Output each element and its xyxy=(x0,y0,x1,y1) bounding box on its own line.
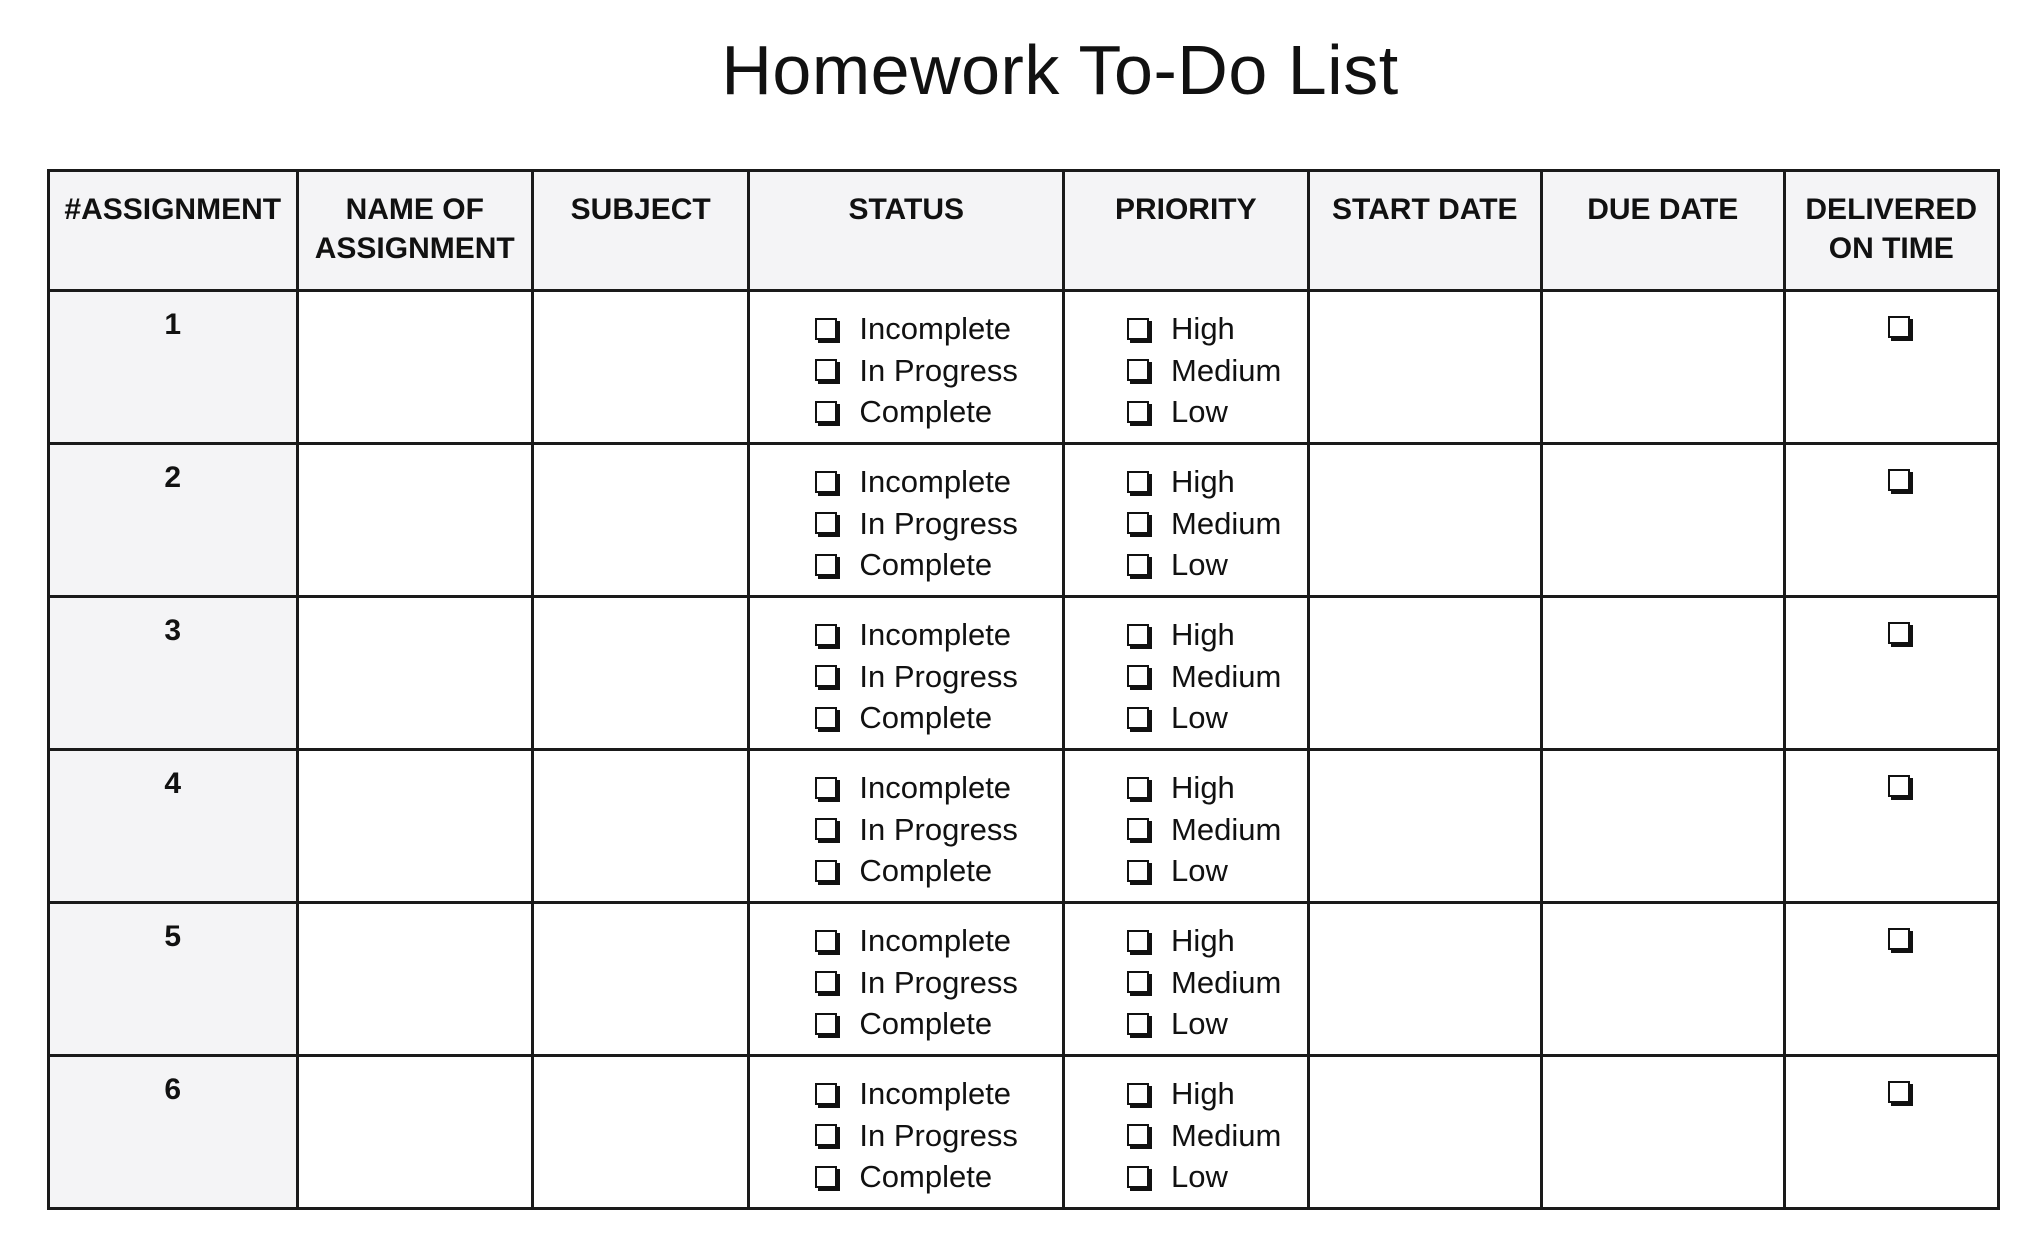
checkbox-icon[interactable] xyxy=(1127,860,1149,882)
delivered-on-time-cell xyxy=(1784,597,1999,750)
priority-option[interactable] xyxy=(1125,1115,1307,1157)
status-option[interactable] xyxy=(813,1115,1062,1157)
checkbox-icon[interactable] xyxy=(815,860,837,882)
priority-option-list xyxy=(1065,308,1307,433)
priority-option-list xyxy=(1065,1073,1307,1198)
checkbox-icon[interactable] xyxy=(1127,665,1149,687)
header-subject-label: SUBJECT xyxy=(570,193,711,226)
status-option-label: In Progress xyxy=(859,1117,1018,1153)
priority-option[interactable] xyxy=(1125,350,1307,392)
table-row xyxy=(49,750,1999,903)
status-option[interactable] xyxy=(813,544,1062,586)
status-option[interactable] xyxy=(813,350,1062,392)
status-option-label: Incomplete xyxy=(859,617,1012,652)
priority-option-label: Low xyxy=(1171,1159,1228,1194)
checkbox-icon[interactable] xyxy=(815,777,837,799)
assignment-number-cell xyxy=(49,750,298,903)
checkbox-icon[interactable] xyxy=(815,930,837,952)
status-option[interactable] xyxy=(813,920,1062,962)
status-cell xyxy=(749,903,1064,1056)
status-option[interactable] xyxy=(813,697,1062,739)
status-option[interactable] xyxy=(813,1003,1062,1045)
status-option[interactable] xyxy=(813,391,1062,433)
priority-cell xyxy=(1064,597,1309,750)
table-body xyxy=(49,291,1999,1209)
table-row xyxy=(49,597,1999,750)
priority-option-label: Low xyxy=(1171,547,1228,582)
priority-option[interactable] xyxy=(1125,656,1307,698)
due-date-cell[interactable] xyxy=(1542,291,1784,444)
checkbox-icon[interactable] xyxy=(815,401,837,423)
due-date-cell[interactable] xyxy=(1542,597,1784,750)
priority-cell xyxy=(1064,750,1309,903)
checkbox-icon[interactable] xyxy=(815,624,837,646)
subject-cell[interactable] xyxy=(532,1056,748,1209)
homework-table xyxy=(47,169,2000,1210)
assignment-number-cell xyxy=(49,1056,298,1209)
checkbox-icon[interactable] xyxy=(1127,471,1149,493)
status-option-label: Complete xyxy=(859,1006,993,1041)
status-option[interactable] xyxy=(813,461,1062,503)
assignment-name-cell[interactable] xyxy=(297,291,532,444)
status-option-label: In Progress xyxy=(859,658,1018,694)
status-option[interactable] xyxy=(813,503,1062,545)
assignment-number-cell xyxy=(49,444,298,597)
priority-option-label: Medium xyxy=(1171,1117,1282,1153)
status-option-list xyxy=(750,1073,1062,1198)
delivered-on-time-cell xyxy=(1784,1056,1999,1209)
checkbox-icon[interactable] xyxy=(815,359,837,381)
checkbox-icon[interactable] xyxy=(1127,707,1149,729)
status-option-label: In Progress xyxy=(859,811,1018,847)
priority-option-list xyxy=(1065,767,1307,892)
checkbox-icon[interactable] xyxy=(815,554,837,576)
priority-option[interactable] xyxy=(1125,308,1307,350)
checkbox-icon[interactable] xyxy=(1127,401,1149,423)
checkbox-icon[interactable] xyxy=(1127,554,1149,576)
checkbox-icon[interactable] xyxy=(815,471,837,493)
priority-option-label: Medium xyxy=(1171,964,1282,1000)
assignment-name-cell[interactable] xyxy=(297,903,532,1056)
priority-option-label: Medium xyxy=(1171,811,1282,847)
header-name-line2: ASSIGNMENT xyxy=(314,232,515,265)
status-option[interactable] xyxy=(813,656,1062,698)
priority-option-label: Low xyxy=(1171,394,1228,429)
header-delivered-line2: ON TIME xyxy=(1828,232,1954,265)
due-date-cell[interactable] xyxy=(1542,444,1784,597)
checkbox-icon[interactable] xyxy=(815,318,837,340)
checkbox-icon[interactable] xyxy=(1888,928,1910,950)
status-option[interactable] xyxy=(813,308,1062,350)
header-delivered-line1: DELIVERED xyxy=(1805,193,1978,226)
priority-option[interactable] xyxy=(1125,1003,1307,1045)
priority-cell xyxy=(1064,903,1309,1056)
due-date-cell[interactable] xyxy=(1542,750,1784,903)
priority-option-label: Medium xyxy=(1171,352,1282,388)
status-cell xyxy=(749,1056,1064,1209)
assignment-name-cell[interactable] xyxy=(297,444,532,597)
priority-option[interactable] xyxy=(1125,920,1307,962)
assignment-number: 6 xyxy=(164,1073,182,1106)
checkbox-icon[interactable] xyxy=(815,1013,837,1035)
page-title: Homework To-Do List xyxy=(721,31,1399,109)
subject-cell[interactable] xyxy=(532,903,748,1056)
assignment-number-cell xyxy=(49,291,298,444)
header-delivered-on-time xyxy=(1784,171,1999,291)
header-name-line1: NAME OF xyxy=(345,193,484,226)
status-option-label: Complete xyxy=(859,1159,993,1194)
checkbox-icon[interactable] xyxy=(815,512,837,534)
status-option-label: Complete xyxy=(859,700,993,735)
status-option[interactable] xyxy=(813,614,1062,656)
assignment-number: 5 xyxy=(164,920,182,953)
status-option[interactable] xyxy=(813,767,1062,809)
start-date-cell[interactable] xyxy=(1308,597,1541,750)
status-option-list xyxy=(750,461,1062,586)
assignment-number: 3 xyxy=(164,614,182,647)
checkbox-icon[interactable] xyxy=(1127,1013,1149,1035)
delivered-on-time-cell xyxy=(1784,444,1999,597)
due-date-cell[interactable] xyxy=(1542,1056,1784,1209)
assignment-number: 2 xyxy=(164,461,182,494)
checkbox-icon[interactable] xyxy=(1888,775,1910,797)
priority-option-label: High xyxy=(1171,617,1235,652)
priority-option-label: High xyxy=(1171,1076,1235,1111)
checkbox-icon[interactable] xyxy=(815,665,837,687)
status-cell xyxy=(749,597,1064,750)
status-option-label: In Progress xyxy=(859,352,1018,388)
priority-option[interactable] xyxy=(1125,767,1307,809)
priority-option[interactable] xyxy=(1125,1073,1307,1115)
status-option-list xyxy=(750,614,1062,739)
start-date-cell[interactable] xyxy=(1308,444,1541,597)
table-row xyxy=(49,444,1999,597)
priority-option-list xyxy=(1065,614,1307,739)
status-option-label: Incomplete xyxy=(859,311,1012,346)
priority-option-label: High xyxy=(1171,923,1235,958)
table-row xyxy=(49,291,1999,444)
header-priority xyxy=(1064,171,1309,291)
status-option-label: In Progress xyxy=(859,505,1018,541)
checkbox-icon[interactable] xyxy=(815,818,837,840)
checkbox-icon[interactable] xyxy=(815,971,837,993)
status-option-label: Incomplete xyxy=(859,770,1012,805)
priority-cell xyxy=(1064,1056,1309,1209)
checkbox-icon[interactable] xyxy=(1127,1083,1149,1105)
checkbox-icon[interactable] xyxy=(815,707,837,729)
priority-option[interactable] xyxy=(1125,809,1307,851)
priority-option[interactable] xyxy=(1125,850,1307,892)
status-option-label: Complete xyxy=(859,394,993,429)
start-date-cell[interactable] xyxy=(1308,903,1541,1056)
checkbox-icon[interactable] xyxy=(1127,1166,1149,1188)
checkbox-icon[interactable] xyxy=(1127,818,1149,840)
status-option-label: Complete xyxy=(859,547,993,582)
subject-cell[interactable] xyxy=(532,444,748,597)
header-subject xyxy=(532,171,748,291)
table-row xyxy=(49,1056,1999,1209)
status-cell xyxy=(749,750,1064,903)
delivered-on-time-cell xyxy=(1784,750,1999,903)
priority-cell xyxy=(1064,291,1309,444)
status-cell xyxy=(749,291,1064,444)
header-start-date xyxy=(1308,171,1541,291)
header-priority-label: PRIORITY xyxy=(1114,193,1257,226)
checkbox-icon[interactable] xyxy=(1127,777,1149,799)
header-status xyxy=(749,171,1064,291)
header-due-date xyxy=(1542,171,1784,291)
table-row xyxy=(49,903,1999,1056)
subject-cell[interactable] xyxy=(532,291,748,444)
priority-option[interactable] xyxy=(1125,1156,1307,1198)
priority-option-label: Medium xyxy=(1171,505,1282,541)
checkbox-icon[interactable] xyxy=(1127,624,1149,646)
checkbox-icon[interactable] xyxy=(1127,971,1149,993)
priority-option-label: Low xyxy=(1171,700,1228,735)
checkbox-icon[interactable] xyxy=(1888,622,1910,644)
priority-option-label: High xyxy=(1171,311,1235,346)
priority-option[interactable] xyxy=(1125,461,1307,503)
subject-cell[interactable] xyxy=(532,597,748,750)
checkbox-icon[interactable] xyxy=(815,1083,837,1105)
status-option-label: Incomplete xyxy=(859,1076,1012,1111)
checkbox-icon[interactable] xyxy=(1888,469,1910,491)
start-date-cell[interactable] xyxy=(1308,750,1541,903)
assignment-number-cell xyxy=(49,903,298,1056)
priority-option-list xyxy=(1065,461,1307,586)
delivered-on-time-cell xyxy=(1784,903,1999,1056)
header-status-label: STATUS xyxy=(848,193,964,226)
status-option-label: In Progress xyxy=(859,964,1018,1000)
priority-option-label: High xyxy=(1171,770,1235,805)
priority-option[interactable] xyxy=(1125,614,1307,656)
assignment-number-cell xyxy=(49,597,298,750)
status-option-label: Complete xyxy=(859,853,993,888)
checkbox-icon[interactable] xyxy=(1888,1081,1910,1103)
header-start-date-label: START DATE xyxy=(1332,193,1518,226)
subject-cell[interactable] xyxy=(532,750,748,903)
checkbox-icon[interactable] xyxy=(815,1124,837,1146)
assignment-name-cell[interactable] xyxy=(297,597,532,750)
priority-option-label: Medium xyxy=(1171,658,1282,694)
checkbox-icon[interactable] xyxy=(1888,316,1910,338)
status-option[interactable] xyxy=(813,809,1062,851)
status-option-list xyxy=(750,767,1062,892)
priority-cell xyxy=(1064,444,1309,597)
delivered-on-time-cell xyxy=(1784,291,1999,444)
start-date-cell[interactable] xyxy=(1308,291,1541,444)
checkbox-icon[interactable] xyxy=(1127,930,1149,952)
header-due-date-label: DUE DATE xyxy=(1587,193,1739,226)
due-date-cell[interactable] xyxy=(1542,903,1784,1056)
status-option[interactable] xyxy=(813,962,1062,1004)
priority-option[interactable] xyxy=(1125,503,1307,545)
priority-option-label: Low xyxy=(1171,1006,1228,1041)
checkbox-icon[interactable] xyxy=(1127,318,1149,340)
status-option[interactable] xyxy=(813,850,1062,892)
header-row xyxy=(49,171,1999,291)
start-date-cell[interactable] xyxy=(1308,1056,1541,1209)
priority-option-label: Low xyxy=(1171,853,1228,888)
checkbox-icon[interactable] xyxy=(1127,512,1149,534)
assignment-name-cell[interactable] xyxy=(297,1056,532,1209)
priority-option[interactable] xyxy=(1125,544,1307,586)
header-name-of-assignment xyxy=(297,171,532,291)
assignment-number: 1 xyxy=(164,308,182,341)
checkbox-icon[interactable] xyxy=(1127,359,1149,381)
assignment-name-cell[interactable] xyxy=(297,750,532,903)
checkbox-icon[interactable] xyxy=(1127,1124,1149,1146)
priority-option[interactable] xyxy=(1125,697,1307,739)
status-cell xyxy=(749,444,1064,597)
status-option-list xyxy=(750,308,1062,433)
status-option[interactable] xyxy=(813,1073,1062,1115)
status-option[interactable] xyxy=(813,1156,1062,1198)
status-option-label: Incomplete xyxy=(859,923,1012,958)
priority-option-label: High xyxy=(1171,464,1235,499)
assignment-number: 4 xyxy=(164,767,182,800)
priority-option[interactable] xyxy=(1125,391,1307,433)
header-assignment-number-label: #ASSIGNMENT xyxy=(64,193,282,226)
priority-option-list xyxy=(1065,920,1307,1045)
header-assignment-number xyxy=(49,171,298,291)
status-option-list xyxy=(750,920,1062,1045)
status-option-label: Incomplete xyxy=(859,464,1012,499)
checkbox-icon[interactable] xyxy=(815,1166,837,1188)
priority-option[interactable] xyxy=(1125,962,1307,1004)
